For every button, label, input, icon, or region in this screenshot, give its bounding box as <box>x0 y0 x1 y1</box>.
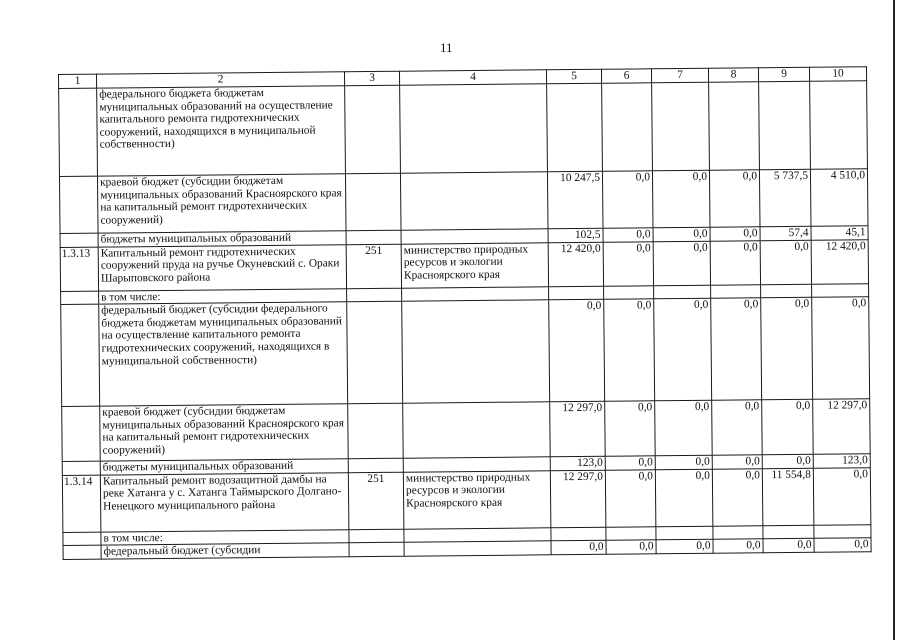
budget-table-wrapper <box>58 66 871 560</box>
item-responsible <box>404 528 551 543</box>
value-col6: 0,0 <box>602 171 653 228</box>
item-description: Капитальный ремонт гидротехнических сооружений пруда на ручье Окуневский с. Ораки Шарыповского района <box>98 244 346 290</box>
item-col3 <box>348 403 404 459</box>
value-col6: 0,0 <box>605 456 655 470</box>
item-code <box>60 233 98 247</box>
item-col3 <box>347 288 402 302</box>
value-col9 <box>763 525 814 539</box>
value-col8 <box>709 82 760 170</box>
item-col3 <box>345 85 401 174</box>
item-col3 <box>349 543 404 557</box>
item-responsible <box>403 402 551 458</box>
value-col5 <box>549 286 604 300</box>
item-col3: 251 <box>346 244 401 289</box>
value-col7: 0,0 <box>653 227 710 241</box>
value-col9: 11 554,8 <box>762 468 814 525</box>
value-col10: 12 297,0 <box>813 399 871 455</box>
item-description: в том числе: <box>101 530 349 546</box>
item-description: бюджеты муниципальных образований <box>98 231 346 247</box>
page-number: 11 <box>440 40 453 55</box>
item-code <box>62 406 101 461</box>
item-responsible <box>404 541 551 556</box>
value-col5: 102,5 <box>548 228 603 242</box>
value-col10: 45,1 <box>811 226 868 240</box>
value-col5: 12 297,0 <box>550 470 606 528</box>
value-col10: 0,0 <box>813 468 871 526</box>
item-col3: 251 <box>348 472 404 530</box>
value-col7 <box>656 526 713 540</box>
column-header: 2 <box>97 72 345 88</box>
value-col9: 0,0 <box>761 297 813 399</box>
value-col6: 0,0 <box>606 540 656 554</box>
column-header: 1 <box>59 74 97 88</box>
value-col9: 0,0 <box>763 539 814 553</box>
value-col5: 123,0 <box>550 456 605 470</box>
value-col9 <box>759 81 811 169</box>
value-col8: 0,0 <box>709 170 760 227</box>
value-col7: 0,0 <box>656 540 713 554</box>
value-col7: 0,0 <box>655 400 713 456</box>
value-col10: 0,0 <box>814 538 871 552</box>
item-responsible: министерство природных ресурсов и экологии Красноярского края <box>403 471 551 529</box>
value-col8: 0,0 <box>712 400 763 455</box>
item-description: федерального бюджета бюджетам муниципальных образований на осуществление капитального ремонта гидротехнических сооружений, находящихся в муниципальной собственности) <box>97 86 346 176</box>
value-col9: 0,0 <box>762 399 814 454</box>
value-col5 <box>551 527 606 541</box>
table-row <box>61 297 870 407</box>
value-col9 <box>761 284 812 298</box>
value-col7 <box>654 285 711 299</box>
value-col8: 0,0 <box>711 298 762 400</box>
column-header: 7 <box>651 68 708 83</box>
item-code <box>59 88 98 176</box>
item-code <box>63 545 101 559</box>
value-col5: 10 247,5 <box>547 171 603 229</box>
value-col5: 12 420,0 <box>548 242 603 287</box>
value-col6: 0,0 <box>604 299 655 401</box>
item-col3 <box>346 230 401 244</box>
item-code: 1.3.13 <box>60 247 98 291</box>
item-code <box>63 532 101 546</box>
item-description: федеральный бюджет (субсидии <box>101 543 349 559</box>
column-header: 5 <box>546 69 601 84</box>
table-row <box>62 399 870 462</box>
value-col7: 0,0 <box>655 469 713 527</box>
table-row <box>62 468 871 533</box>
column-header: 6 <box>601 69 651 83</box>
item-col3 <box>345 173 401 231</box>
value-col8: 0,0 <box>712 455 762 469</box>
value-col5 <box>547 83 603 172</box>
item-responsible: министерство природных ресурсов и экологии Красноярского края <box>401 242 548 287</box>
value-col6: 0,0 <box>603 241 653 285</box>
value-col9: 0,0 <box>762 454 813 468</box>
value-col8: 0,0 <box>710 240 760 284</box>
value-col10: 123,0 <box>813 454 870 468</box>
item-description: федеральный бюджет (субсидии федерального бюджета бюджетам муниципальных образований на осуществление капитального ремонта гидротехнических сооружений, находящихся в муниципальной собственности) <box>99 302 348 406</box>
item-responsible <box>402 286 549 301</box>
column-header: 10 <box>809 67 866 82</box>
value-col5: 0,0 <box>551 541 606 555</box>
value-col6 <box>604 285 654 299</box>
item-col3 <box>348 458 403 472</box>
item-responsible <box>402 300 550 403</box>
value-col6: 0,0 <box>605 401 656 456</box>
table-row <box>59 169 868 234</box>
value-col9: 5 737,5 <box>759 169 811 226</box>
value-col5: 0,0 <box>549 299 605 402</box>
item-description: бюджеты муниципальных образований <box>100 459 348 475</box>
value-col8: 0,0 <box>710 227 760 241</box>
item-col3 <box>347 301 403 404</box>
column-header: 3 <box>344 71 399 86</box>
item-col3 <box>349 529 404 543</box>
value-col8 <box>713 526 763 540</box>
item-code <box>61 291 99 305</box>
value-col10: 12 420,0 <box>811 239 868 284</box>
value-col8: 0,0 <box>713 539 763 553</box>
item-code <box>61 304 100 406</box>
value-col8: 0,0 <box>712 469 763 526</box>
value-col6 <box>606 527 656 541</box>
table-row <box>59 81 868 177</box>
value-col9: 0,0 <box>760 240 811 284</box>
value-col8 <box>711 284 761 298</box>
column-header: 4 <box>399 70 546 85</box>
item-description: краевой бюджет (субсидии бюджетам муниципальных образований Красноярского края на капитальный ремонт гидротехнических сооружений) <box>100 404 349 461</box>
value-col5: 12 297,0 <box>550 401 606 457</box>
item-description: Капитальный ремонт водозащитной дамбы на реке Хатанга у с. Хатанга Таймырского Долгано-Ненецкого муниципального района <box>100 473 349 532</box>
value-col10 <box>814 524 871 538</box>
column-header: 8 <box>708 68 758 82</box>
value-col7: 0,0 <box>652 170 710 228</box>
page-edge-line <box>893 0 895 640</box>
value-col7 <box>652 82 710 171</box>
item-responsible <box>401 229 548 244</box>
value-col10: 0,0 <box>812 297 870 400</box>
item-description: краевой бюджет (субсидии бюджетам муниципальных образований Красноярского края на капитальный ремонт гидротехнических сооружений) <box>97 174 346 233</box>
value-col10 <box>812 283 869 297</box>
value-col7: 0,0 <box>655 455 712 469</box>
value-col7: 0,0 <box>654 298 712 401</box>
item-responsible <box>400 84 548 173</box>
item-code <box>62 461 100 475</box>
value-col9: 57,4 <box>760 226 811 240</box>
table-row <box>60 239 868 291</box>
budget-table <box>58 66 872 560</box>
value-col6 <box>602 83 653 171</box>
item-responsible <box>403 457 550 472</box>
value-col10 <box>810 81 868 170</box>
value-col6: 0,0 <box>603 228 653 242</box>
value-col10: 4 510,0 <box>810 169 868 227</box>
item-responsible <box>400 172 548 230</box>
item-description: в том числе: <box>99 288 347 304</box>
item-code <box>59 176 98 233</box>
item-code: 1.3.14 <box>62 475 101 532</box>
column-header: 9 <box>758 67 809 81</box>
value-col6: 0,0 <box>605 470 656 527</box>
value-col7: 0,0 <box>653 241 710 286</box>
